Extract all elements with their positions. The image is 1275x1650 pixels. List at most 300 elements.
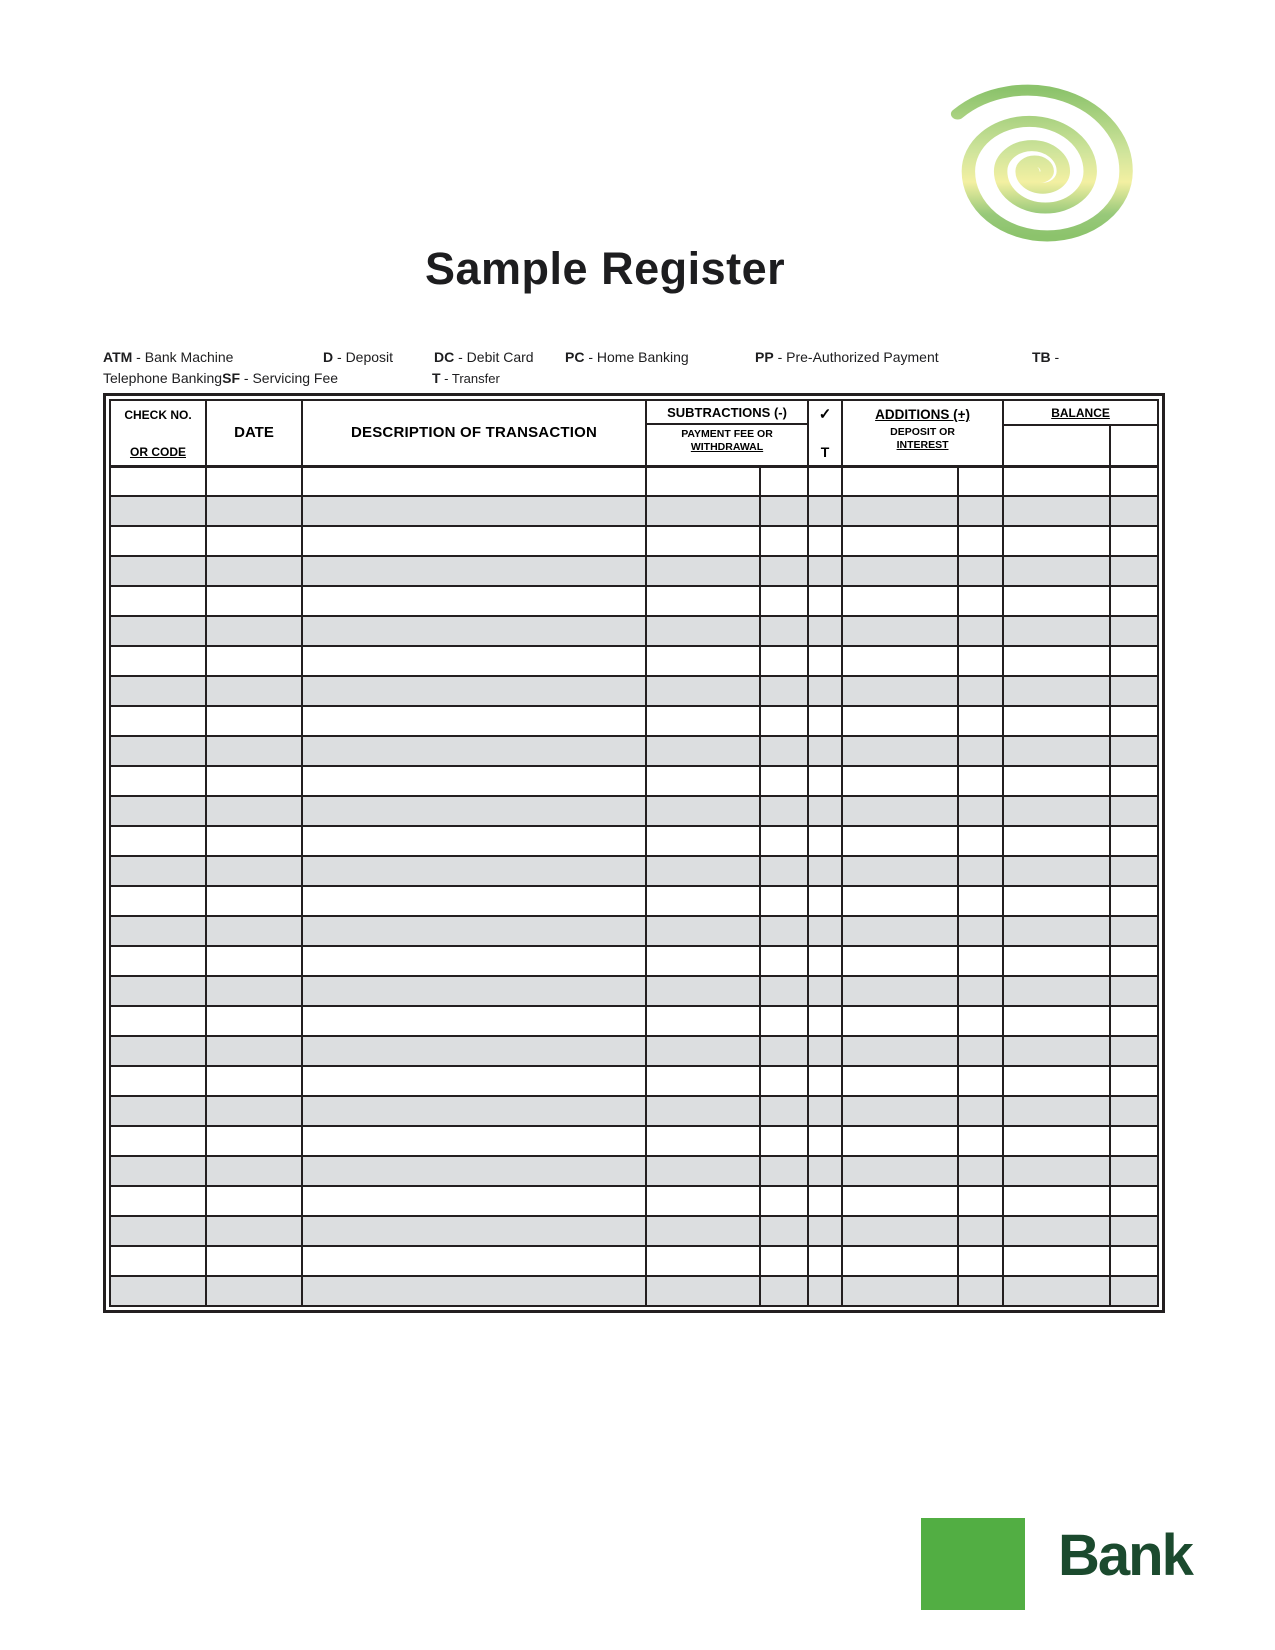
register-cell	[760, 856, 808, 886]
register-cell	[1110, 1006, 1158, 1036]
register-cell	[110, 466, 206, 496]
checkmark-icon: ✓	[818, 406, 832, 423]
register-cell	[302, 916, 646, 946]
register-cell	[842, 1216, 958, 1246]
register-cell	[842, 676, 958, 706]
register-cell	[646, 1186, 760, 1216]
register-cell	[302, 466, 646, 496]
register-cell	[1110, 1066, 1158, 1096]
register-cell	[842, 886, 958, 916]
register-cell	[760, 646, 808, 676]
register-cell	[206, 856, 302, 886]
register-cell	[646, 616, 760, 646]
register-cell	[958, 556, 1003, 586]
register-cell	[842, 526, 958, 556]
register-cell	[302, 946, 646, 976]
register-cell	[760, 466, 808, 496]
register-cell	[808, 1096, 842, 1126]
register-cell	[1110, 706, 1158, 736]
register-cell	[646, 586, 760, 616]
register-cell	[110, 1216, 206, 1246]
register-cell	[206, 946, 302, 976]
register-cell	[808, 1126, 842, 1156]
col-header-description: DESCRIPTION OF TRANSACTION	[302, 400, 646, 466]
register-cell	[646, 1276, 760, 1306]
register-cell	[110, 1066, 206, 1096]
register-cell	[808, 1156, 842, 1186]
register-cell	[958, 1276, 1003, 1306]
register-row	[110, 1036, 1158, 1066]
register-cell	[110, 1126, 206, 1156]
register-cell	[958, 736, 1003, 766]
register-cell	[206, 706, 302, 736]
register-row	[110, 1066, 1158, 1096]
register-cell	[760, 736, 808, 766]
register-cell	[842, 736, 958, 766]
register-cell	[760, 796, 808, 826]
register-cell	[808, 736, 842, 766]
register-cell	[1003, 1066, 1110, 1096]
register-cell	[110, 766, 206, 796]
register-cell	[206, 676, 302, 706]
register-cell	[760, 586, 808, 616]
register-cell	[1003, 646, 1110, 676]
register-cell	[646, 736, 760, 766]
register-cell	[646, 1096, 760, 1126]
register-cell	[808, 796, 842, 826]
register-cell	[302, 1066, 646, 1096]
register-row	[110, 766, 1158, 796]
register-cell	[206, 916, 302, 946]
register-cell	[646, 1126, 760, 1156]
register-cell	[958, 1036, 1003, 1066]
register-cell	[302, 706, 646, 736]
register-cell	[958, 676, 1003, 706]
register-cell	[842, 826, 958, 856]
register-cell	[760, 766, 808, 796]
register-cell	[760, 1186, 808, 1216]
register-cell	[808, 676, 842, 706]
register-cell	[110, 1096, 206, 1126]
register-cell	[646, 1066, 760, 1096]
register-cell	[808, 1006, 842, 1036]
register-cell	[1110, 1096, 1158, 1126]
register-cell	[1110, 826, 1158, 856]
register-row	[110, 1216, 1158, 1246]
register-cell	[842, 1036, 958, 1066]
register-cell	[1003, 1006, 1110, 1036]
register-cell	[1110, 556, 1158, 586]
register-cell	[842, 706, 958, 736]
register-cell	[808, 1186, 842, 1216]
register-rows	[110, 466, 1158, 1306]
register-cell	[808, 1036, 842, 1066]
page-title: Sample Register	[425, 243, 786, 294]
register-cell	[302, 1036, 646, 1066]
register-cell	[842, 586, 958, 616]
register-cell	[842, 1066, 958, 1096]
register-cell	[1110, 526, 1158, 556]
register-cell	[808, 466, 842, 496]
register-cell	[808, 496, 842, 526]
register-row	[110, 1276, 1158, 1306]
register-row	[110, 676, 1158, 706]
register-row	[110, 1006, 1158, 1036]
register-cell	[808, 766, 842, 796]
register-cell	[808, 916, 842, 946]
register-cell	[302, 826, 646, 856]
register-cell	[646, 676, 760, 706]
register-cell	[808, 1276, 842, 1306]
register-row	[110, 1126, 1158, 1156]
register-cell	[760, 946, 808, 976]
register-cell	[206, 496, 302, 526]
register-cell	[808, 826, 842, 856]
register-cell	[1003, 796, 1110, 826]
register-cell	[1003, 826, 1110, 856]
register-cell	[958, 616, 1003, 646]
register-cell	[302, 766, 646, 796]
register-cell	[1110, 736, 1158, 766]
register-cell	[206, 1276, 302, 1306]
register-cell	[646, 946, 760, 976]
register-cell	[646, 706, 760, 736]
register-cell	[206, 1216, 302, 1246]
register-row	[110, 736, 1158, 766]
register-cell	[958, 796, 1003, 826]
register-cell	[110, 1246, 206, 1276]
register-cell	[842, 1126, 958, 1156]
register-cell	[1003, 526, 1110, 556]
register-cell	[302, 886, 646, 916]
register-cell	[206, 616, 302, 646]
register-cell	[1003, 1216, 1110, 1246]
register-cell	[842, 1186, 958, 1216]
register-row	[110, 1246, 1158, 1276]
register-cell	[206, 826, 302, 856]
register-cell	[842, 1276, 958, 1306]
register-cell	[1110, 1216, 1158, 1246]
register-cell	[842, 496, 958, 526]
register-cell	[206, 1126, 302, 1156]
register-cell	[110, 1036, 206, 1066]
register-cell	[110, 1006, 206, 1036]
register-cell	[110, 826, 206, 856]
register-cell	[958, 1246, 1003, 1276]
register-row	[110, 1156, 1158, 1186]
register-cell	[958, 466, 1003, 496]
register-cell	[110, 976, 206, 1006]
legend-item-pre-authorized: PP - Pre-Authorized Payment	[755, 349, 939, 365]
register-cell	[110, 526, 206, 556]
register-cell	[958, 1006, 1003, 1036]
register-row	[110, 826, 1158, 856]
register-row	[110, 856, 1158, 886]
register-row	[110, 886, 1158, 916]
legend-line-2	[103, 370, 1183, 391]
register-cell	[760, 826, 808, 856]
register-cell	[206, 796, 302, 826]
register-cell	[1003, 466, 1110, 496]
register-cell	[808, 556, 842, 586]
register-cell	[1110, 616, 1158, 646]
register-cell	[1003, 706, 1110, 736]
register-cell	[842, 466, 958, 496]
register-cell	[958, 766, 1003, 796]
register-cell	[206, 886, 302, 916]
register-cell	[206, 736, 302, 766]
header-row	[110, 400, 1158, 466]
register-row	[110, 526, 1158, 556]
register-cell	[110, 646, 206, 676]
register-cell	[110, 856, 206, 886]
register-cell	[842, 976, 958, 1006]
register-cell	[1003, 886, 1110, 916]
register-cell	[646, 916, 760, 946]
register-cell	[302, 676, 646, 706]
register-cell	[206, 1246, 302, 1276]
register-cell	[1110, 766, 1158, 796]
register-cell	[302, 1216, 646, 1246]
register-cell	[206, 976, 302, 1006]
col-header-checkmark: ✓ T	[808, 400, 842, 466]
register-cell	[760, 556, 808, 586]
register-row	[110, 646, 1158, 676]
register-cell	[206, 1096, 302, 1126]
col-header-additions: ADDITIONS (+) DEPOSIT OR INTEREST	[842, 400, 1003, 466]
register-cell	[206, 586, 302, 616]
register-cell	[646, 826, 760, 856]
register-cell	[958, 1156, 1003, 1186]
register-cell	[842, 646, 958, 676]
register-cell	[1110, 676, 1158, 706]
register-cell	[842, 616, 958, 646]
legend-item-atm: ATM - Bank Machine	[103, 349, 234, 365]
register-cell	[1003, 1096, 1110, 1126]
register-cell	[110, 736, 206, 766]
register-cell	[110, 1186, 206, 1216]
register-cell	[958, 886, 1003, 916]
register-cell	[958, 916, 1003, 946]
register-cell	[760, 1006, 808, 1036]
register-row	[110, 496, 1158, 526]
register-cell	[646, 526, 760, 556]
register-cell	[842, 1246, 958, 1276]
register-cell	[760, 1276, 808, 1306]
register-row	[110, 946, 1158, 976]
register-cell	[1003, 1126, 1110, 1156]
register-cell	[302, 736, 646, 766]
register-cell	[958, 1216, 1003, 1246]
register-cell	[1110, 466, 1158, 496]
register-cell	[1003, 946, 1110, 976]
register-cell	[302, 556, 646, 586]
register-cell	[1110, 1126, 1158, 1156]
register-cell	[206, 526, 302, 556]
register-cell	[646, 466, 760, 496]
legend-item-servicing-fee: Telephone BankingSF - Servicing Fee	[103, 370, 339, 386]
register-cell	[646, 976, 760, 1006]
legend	[103, 349, 1183, 391]
register-cell	[302, 526, 646, 556]
register-cell	[842, 946, 958, 976]
register-cell	[1110, 1036, 1158, 1066]
col-header-check-no: CHECK NO. OR CODE	[110, 400, 206, 466]
register-cell	[1110, 496, 1158, 526]
register-cell	[110, 886, 206, 916]
register-cell	[958, 946, 1003, 976]
register-cell	[1003, 736, 1110, 766]
register-cell	[1110, 976, 1158, 1006]
register-cell	[808, 1066, 842, 1096]
register-cell	[760, 1096, 808, 1126]
col-header-balance: BALANCE	[1003, 400, 1158, 466]
register-cell	[110, 1276, 206, 1306]
register-row	[110, 1096, 1158, 1126]
register-cell	[302, 616, 646, 646]
register-cell	[808, 856, 842, 886]
register-cell	[958, 496, 1003, 526]
register-cell	[646, 766, 760, 796]
register-cell	[302, 976, 646, 1006]
register-cell	[302, 1246, 646, 1276]
col-header-date: DATE	[206, 400, 302, 466]
register-cell	[646, 886, 760, 916]
register-cell	[1003, 586, 1110, 616]
register-cell	[958, 1096, 1003, 1126]
register-cell	[842, 856, 958, 886]
register-table-frame	[103, 393, 1165, 1313]
register-cell	[302, 646, 646, 676]
register-cell	[1110, 1186, 1158, 1216]
register-cell	[646, 556, 760, 586]
register-cell	[302, 856, 646, 886]
register-cell	[842, 766, 958, 796]
register-cell	[110, 706, 206, 736]
register-row	[110, 796, 1158, 826]
register-cell	[1110, 586, 1158, 616]
register-cell	[646, 796, 760, 826]
register-row	[110, 1186, 1158, 1216]
register-cell	[760, 526, 808, 556]
register-cell	[760, 1066, 808, 1096]
swirl-logo-icon	[885, 62, 1170, 277]
register-row	[110, 916, 1158, 946]
register-cell	[958, 1186, 1003, 1216]
register-cell	[808, 976, 842, 1006]
register-cell	[958, 1126, 1003, 1156]
register-cell	[302, 496, 646, 526]
register-cell	[958, 706, 1003, 736]
register-cell	[646, 856, 760, 886]
register-cell	[110, 616, 206, 646]
register-cell	[206, 556, 302, 586]
register-cell	[206, 466, 302, 496]
register-table	[109, 399, 1159, 1307]
register-cell	[808, 946, 842, 976]
register-cell	[1003, 1186, 1110, 1216]
register-cell	[842, 1096, 958, 1126]
register-cell	[958, 826, 1003, 856]
register-cell	[1003, 676, 1110, 706]
register-cell	[110, 586, 206, 616]
register-cell	[842, 1006, 958, 1036]
register-cell	[646, 1156, 760, 1186]
register-cell	[206, 646, 302, 676]
register-cell	[958, 526, 1003, 556]
register-cell	[1110, 1246, 1158, 1276]
register-cell	[110, 916, 206, 946]
register-cell	[808, 706, 842, 736]
register-cell	[206, 1066, 302, 1096]
register-cell	[760, 1216, 808, 1246]
register-cell	[760, 1246, 808, 1276]
register-cell	[1110, 646, 1158, 676]
register-cell	[1110, 796, 1158, 826]
register-cell	[206, 766, 302, 796]
register-cell	[1110, 916, 1158, 946]
register-cell	[958, 646, 1003, 676]
register-cell	[302, 1096, 646, 1126]
register-cell	[302, 1126, 646, 1156]
register-cell	[1110, 886, 1158, 916]
register-cell	[1003, 556, 1110, 586]
register-cell	[1003, 1246, 1110, 1276]
col-header-subtractions: SUBTRACTIONS (-) PAYMENT FEE OR WITHDRAWAL	[646, 400, 808, 466]
legend-item-deposit: D - Deposit	[323, 349, 394, 365]
register-cell	[1003, 766, 1110, 796]
register-cell	[1110, 856, 1158, 886]
register-cell	[760, 496, 808, 526]
register-cell	[646, 1006, 760, 1036]
register-cell	[646, 496, 760, 526]
register-cell	[1003, 616, 1110, 646]
register-cell	[302, 1006, 646, 1036]
register-cell	[842, 556, 958, 586]
legend-item-debit-card: DC - Debit Card	[434, 349, 534, 365]
register-cell	[302, 796, 646, 826]
register-cell	[1110, 946, 1158, 976]
register-cell	[760, 676, 808, 706]
register-cell	[646, 646, 760, 676]
register-row	[110, 616, 1158, 646]
register-cell	[1110, 1156, 1158, 1186]
register-cell	[842, 1156, 958, 1186]
register-cell	[206, 1036, 302, 1066]
register-cell	[760, 1126, 808, 1156]
register-cell	[110, 946, 206, 976]
register-cell	[808, 616, 842, 646]
register-cell	[1003, 856, 1110, 886]
register-cell	[808, 646, 842, 676]
register-row	[110, 556, 1158, 586]
register-cell	[958, 1066, 1003, 1096]
register-cell	[302, 586, 646, 616]
register-cell	[110, 556, 206, 586]
register-cell	[1003, 1036, 1110, 1066]
register-cell	[1003, 976, 1110, 1006]
register-cell	[808, 1216, 842, 1246]
register-cell	[842, 916, 958, 946]
register-cell	[760, 976, 808, 1006]
register-cell	[1003, 916, 1110, 946]
bank-logo-square-icon	[921, 1518, 1025, 1610]
register-cell	[808, 586, 842, 616]
register-cell	[110, 1156, 206, 1186]
register-cell	[302, 1156, 646, 1186]
register-cell	[646, 1216, 760, 1246]
legend-item-transfer: T - Transfer	[432, 370, 500, 386]
